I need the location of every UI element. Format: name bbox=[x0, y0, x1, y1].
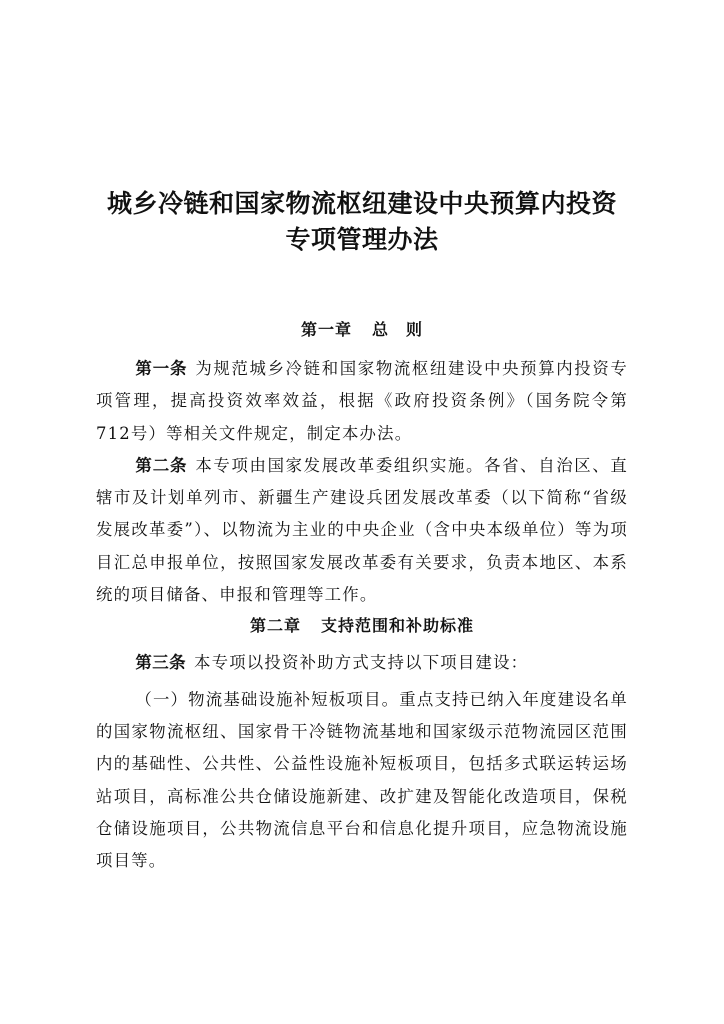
article-1-label: 第一条 bbox=[135, 359, 188, 378]
chapter-2-number: 第二章 bbox=[249, 616, 301, 636]
article-2-text: 本专项由国家发展改革委组织实施。各省、自治区、直辖市及计划单列市、新疆生产建设兵团发展改革委（以下简称“省级发展改革委”）、以物流为主业的中央企业（含中央本级单位）等为项目汇总申报单位，按照国家发展改革委有关要求，负责本地区、本系统的项目储备、申报和管理等工作。 bbox=[96, 455, 628, 605]
article-2-label: 第二条 bbox=[135, 455, 188, 475]
chapter-1-heading bbox=[96, 319, 628, 341]
article-3-label: 第三条 bbox=[135, 653, 187, 673]
chapter-1-number: 第一章 bbox=[300, 320, 352, 339]
article-1 bbox=[96, 353, 628, 450]
article-3 bbox=[96, 647, 628, 679]
title-line-1: 城乡冷链和国家物流枢纽建设中央预算内投资 bbox=[106, 189, 617, 218]
chapter-1-name: 总 则 bbox=[372, 320, 424, 339]
chapter-2-name: 支持范围和补助标准 bbox=[321, 616, 475, 636]
article-3-text: 本专项以投资补助方式支持以下项目建设： bbox=[194, 653, 529, 673]
document-title bbox=[96, 186, 628, 258]
item-1-text: （一）物流基础设施补短板项目。重点支持已纳入年度建设名单的国家物流枢纽、国家骨干冷链物流基地和国家级示范物流园区范围内的基础性、公共性、公益性设施补短板项目，包括多式联运转运场站项目，高标准公共仓储设施新建、改扩建及智能化改造项目，保税仓储设施项目，公共物流信息平台和信息化提升项目，应急物流设施项目等。 bbox=[96, 689, 628, 871]
article-2 bbox=[96, 450, 628, 611]
article-1-text: 为规范城乡冷链和国家物流枢纽建设中央预算内投资专项管理，提高投资效率效益，根据《政府投资条例》（国务院令第712号）等相关文件规定，制定本办法。 bbox=[96, 359, 628, 443]
item-1 bbox=[96, 684, 628, 878]
title-line-2: 专项管理办法 bbox=[285, 225, 439, 254]
chapter-2-heading bbox=[96, 615, 628, 637]
